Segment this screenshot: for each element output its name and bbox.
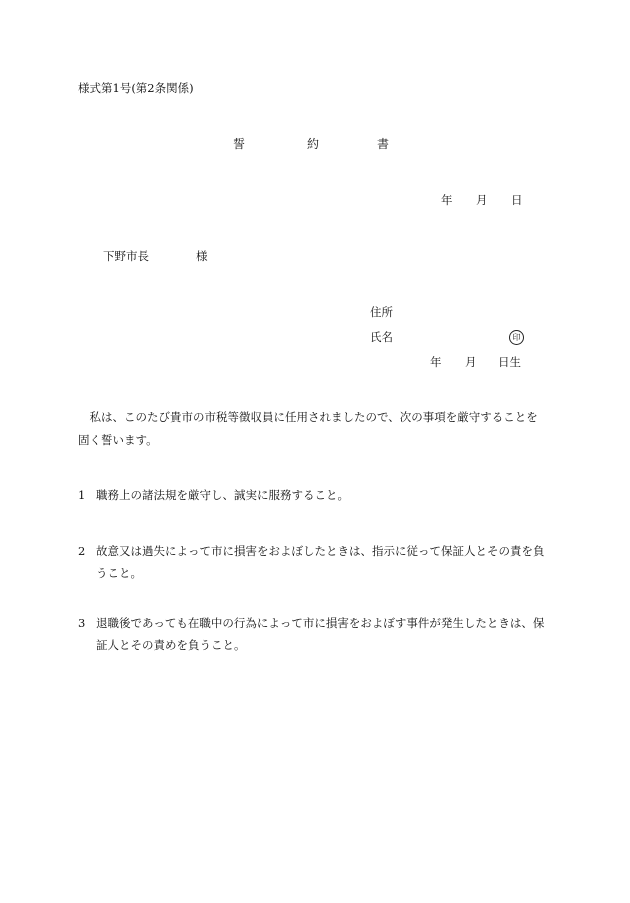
form-number: 様式第1号(第2条関係) <box>78 81 194 95</box>
item-number: 3 <box>78 616 86 630</box>
birth-month: 月 <box>465 355 477 369</box>
date-day: 日 <box>511 193 523 207</box>
item-number: 1 <box>78 488 86 502</box>
item-text: 退職後であっても在職中の行為によって市に損害をおよぼす事件が発生したときは、保証人とその責めを負うこと。 <box>96 616 545 652</box>
seal-mark <box>509 328 524 345</box>
date-year: 年 <box>441 193 453 207</box>
title-char-2: 約 <box>307 137 320 151</box>
birth-year: 年 <box>430 355 442 369</box>
pledge-item-3 <box>78 612 550 656</box>
title-char-1: 誓 <box>233 137 246 151</box>
pledge-body: 私は、このたび貴市の市税等徴収員に任用されましたので、次の事項を厳守することを固く誓います。 <box>78 410 538 447</box>
pledge-item-1 <box>78 484 550 506</box>
birth-day: 日生 <box>498 355 521 369</box>
addressee-name: 下野市長 <box>103 249 149 263</box>
item-number: 2 <box>78 544 86 558</box>
date-month: 月 <box>476 193 488 207</box>
seal-icon: 印 <box>509 330 524 345</box>
item-text: 職務上の諸法規を厳守し、誠実に服務すること。 <box>96 488 349 502</box>
document-title <box>233 136 393 152</box>
name-label: 氏名 <box>370 330 393 344</box>
addressee-honorific: 様 <box>196 249 208 263</box>
pledge-item-2 <box>78 540 550 584</box>
address-label: 住所 <box>370 305 393 319</box>
item-text: 故意又は過失によって市に損害をおよぼしたときは、指示に従って保証人とその責を負うこと。 <box>96 544 545 580</box>
title-char-3: 書 <box>377 137 390 151</box>
